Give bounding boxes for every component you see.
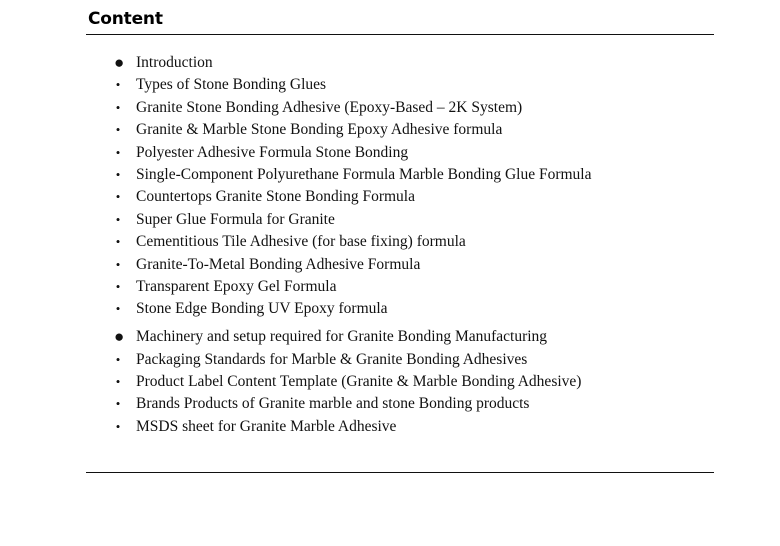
toc-item-label: Countertops Granite Stone Bonding Formula	[136, 188, 415, 206]
toc-item-machinery[interactable]	[0, 326, 591, 348]
toc-item-label: Single-Component Polyurethane Formula Marble Bonding Glue Formula	[136, 165, 592, 183]
bullet-icon: •	[115, 418, 121, 434]
toc-item-introduction[interactable]	[0, 52, 591, 74]
toc-item-cementitious[interactable]	[0, 231, 591, 253]
toc-item-label: Types of Stone Bonding Glues	[136, 76, 327, 94]
bullet-icon: •	[115, 189, 121, 205]
toc-item-label: Polyester Adhesive Formula Stone Bonding	[136, 143, 409, 161]
bullet-icon: •	[115, 77, 121, 93]
bullet-icon: •	[115, 256, 121, 272]
bullet-icon: •	[115, 122, 121, 138]
toc-item-label: Granite-To-Metal Bonding Adhesive Formula	[136, 255, 421, 273]
toc-item-label-template[interactable]	[0, 371, 591, 393]
toc-item-label: Packaging Standards for Marble & Granite Bonding Adhesives	[136, 350, 528, 368]
toc-item-polyurethane[interactable]	[0, 164, 591, 186]
bullet-icon: •	[115, 351, 121, 367]
table-of-contents	[0, 52, 591, 438]
bullet-icon: •	[115, 234, 121, 250]
bullet-icon: •	[115, 301, 121, 317]
bullet-icon: ●	[114, 53, 125, 72]
bullet-icon: •	[115, 211, 121, 227]
footer-divider	[86, 472, 714, 473]
toc-item-msds[interactable]	[0, 416, 591, 438]
bullet-icon: •	[115, 373, 121, 389]
toc-item-super-glue[interactable]	[0, 209, 591, 231]
toc-item-types-of-glues[interactable]	[0, 74, 591, 96]
bullet-icon: •	[115, 144, 121, 160]
bullet-icon: •	[115, 99, 121, 115]
bullet-icon: •	[115, 166, 121, 182]
toc-item-label: Transparent Epoxy Gel Formula	[136, 277, 337, 295]
toc-item-label: MSDS sheet for Granite Marble Adhesive	[136, 417, 397, 435]
toc-item-label: Cementitious Tile Adhesive (for base fixing) formula	[136, 233, 466, 251]
toc-item-label: Super Glue Formula for Granite	[136, 210, 335, 228]
toc-item-epoxy-2k[interactable]	[0, 97, 591, 119]
toc-item-countertops[interactable]	[0, 186, 591, 208]
toc-item-uv-epoxy[interactable]	[0, 298, 591, 320]
bullet-icon: •	[115, 278, 121, 294]
toc-item-label: Brands Products of Granite marble and stone Bonding products	[136, 395, 530, 413]
toc-item-label: Stone Edge Bonding UV Epoxy formula	[136, 300, 388, 318]
toc-item-label: Granite & Marble Stone Bonding Epoxy Adhesive formula	[136, 121, 503, 139]
toc-item-transparent-gel[interactable]	[0, 276, 591, 298]
heading-divider	[86, 34, 714, 35]
bullet-icon: •	[115, 396, 121, 412]
toc-item-polyester[interactable]	[0, 142, 591, 164]
content-heading: Content	[88, 9, 163, 29]
toc-item-granite-to-metal[interactable]	[0, 254, 591, 276]
toc-item-label: Introduction	[136, 54, 213, 71]
toc-item-label: Granite Stone Bonding Adhesive (Epoxy-Based – 2K System)	[136, 98, 523, 116]
toc-item-label: Product Label Content Template (Granite & Marble Bonding Adhesive)	[136, 372, 582, 390]
toc-item-label: Machinery and setup required for Granite Bonding Manufacturing	[136, 328, 548, 346]
bullet-icon: ●	[114, 327, 125, 347]
toc-item-packaging[interactable]	[0, 349, 591, 371]
toc-item-brands[interactable]	[0, 393, 591, 415]
toc-item-granite-marble-epoxy[interactable]	[0, 119, 591, 141]
